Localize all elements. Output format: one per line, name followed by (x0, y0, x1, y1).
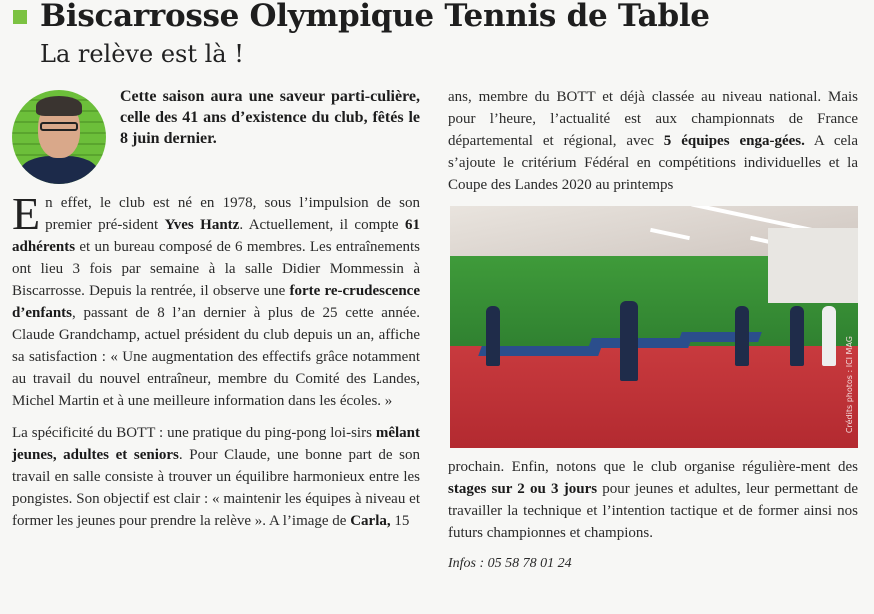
emphasis-text: Carla, (350, 513, 391, 529)
photo-credit: Crédits photos : ICI MAG (845, 336, 854, 434)
paragraph (448, 456, 858, 544)
paragraph (12, 422, 420, 532)
drop-cap: E (12, 188, 41, 239)
gym-photo (450, 206, 858, 448)
emphasis-text: stages sur 2 ou 3 jours (448, 481, 598, 497)
contact-info: Infos : 05 58 78 01 24 (448, 556, 572, 571)
emphasis-text: Yves Hantz (164, 217, 240, 233)
emphasis-text: mêlant jeunes, adultes et seniors (12, 425, 420, 463)
body-text: ans, membre du BOTT et déjà classée au niveau national. Mais pour l’heure, l’actualité est aux championnats de France départemental et régional, avec (448, 89, 858, 149)
body-text: 15 (390, 513, 410, 529)
avatar-portrait (12, 90, 106, 184)
article-title: Biscarrosse Olympique Tennis de Table (40, 0, 710, 34)
column-1-body-2 (12, 422, 420, 532)
column-2-body (448, 86, 858, 196)
right-column (448, 86, 858, 574)
column-2-body-2 (448, 456, 858, 544)
title-bullet-square (13, 10, 27, 24)
column-1-body (12, 188, 420, 412)
paragraph (448, 86, 858, 196)
emphasis-text: 5 équipes enga-gées. (663, 133, 805, 149)
paragraph (12, 188, 420, 412)
body-text: n effet, le club est né en 1978, sous l’impulsion de son premier pré-sident (45, 195, 420, 233)
body-text: prochain. Enfin, notons que le club organise régulière-ment des (448, 459, 858, 475)
body-text: , passant de 8 l’an dernier à plus de 25 cette année. Claude Grandchamp, actuel président du club depuis un an, affiche sa satisfaction : « Une augmentation des effectifs grâce notamment au travail du nouvel entraîneur, membre du Comité des Landes, Michel Martin et à une meilleure information dans les écoles. » (12, 305, 420, 409)
article-subtitle: La relève est là ! (40, 40, 244, 68)
lead-row (12, 86, 420, 184)
body-text: . Actuellement, il compte (239, 217, 405, 233)
emphasis-text: 61 adhérents (12, 217, 420, 255)
body-text: La spécificité du BOTT : une pratique du ping-pong loi-sirs (12, 425, 376, 441)
article-lead: Cette saison aura une saveur parti-culière, celle des 41 ans d’existence du club, fêtés le 8 juin dernier. (120, 88, 420, 147)
body-text: et un bureau composé de 6 membres. Les entraînements ont lieu 3 fois par semaine à la salle Didier Mommessin à Biscarrosse. Depuis la rentrée, il observe une (12, 239, 420, 299)
left-column (12, 86, 420, 532)
body-text: . Pour Claude, une bonne part de son travail en salle consiste à trouver un équilibre harmonieux entre les pongistes. Son objectif est clair : « maintenir les équipes à niveau et former les jeunes pour prendre la relève ». A l’image de (12, 447, 420, 529)
body-text: pour jeunes et adultes, leur permettant de travailler la technique et l’intention tactique et de former ainsi nos futurs championnes et champions. (448, 481, 858, 541)
body-text: A cela s’ajoute le critérium Fédéral en compétitions individuelles et la Coupe des Landes 2020 au printemps (448, 133, 858, 193)
emphasis-text: forte re-crudescence d’enfants (12, 283, 420, 321)
